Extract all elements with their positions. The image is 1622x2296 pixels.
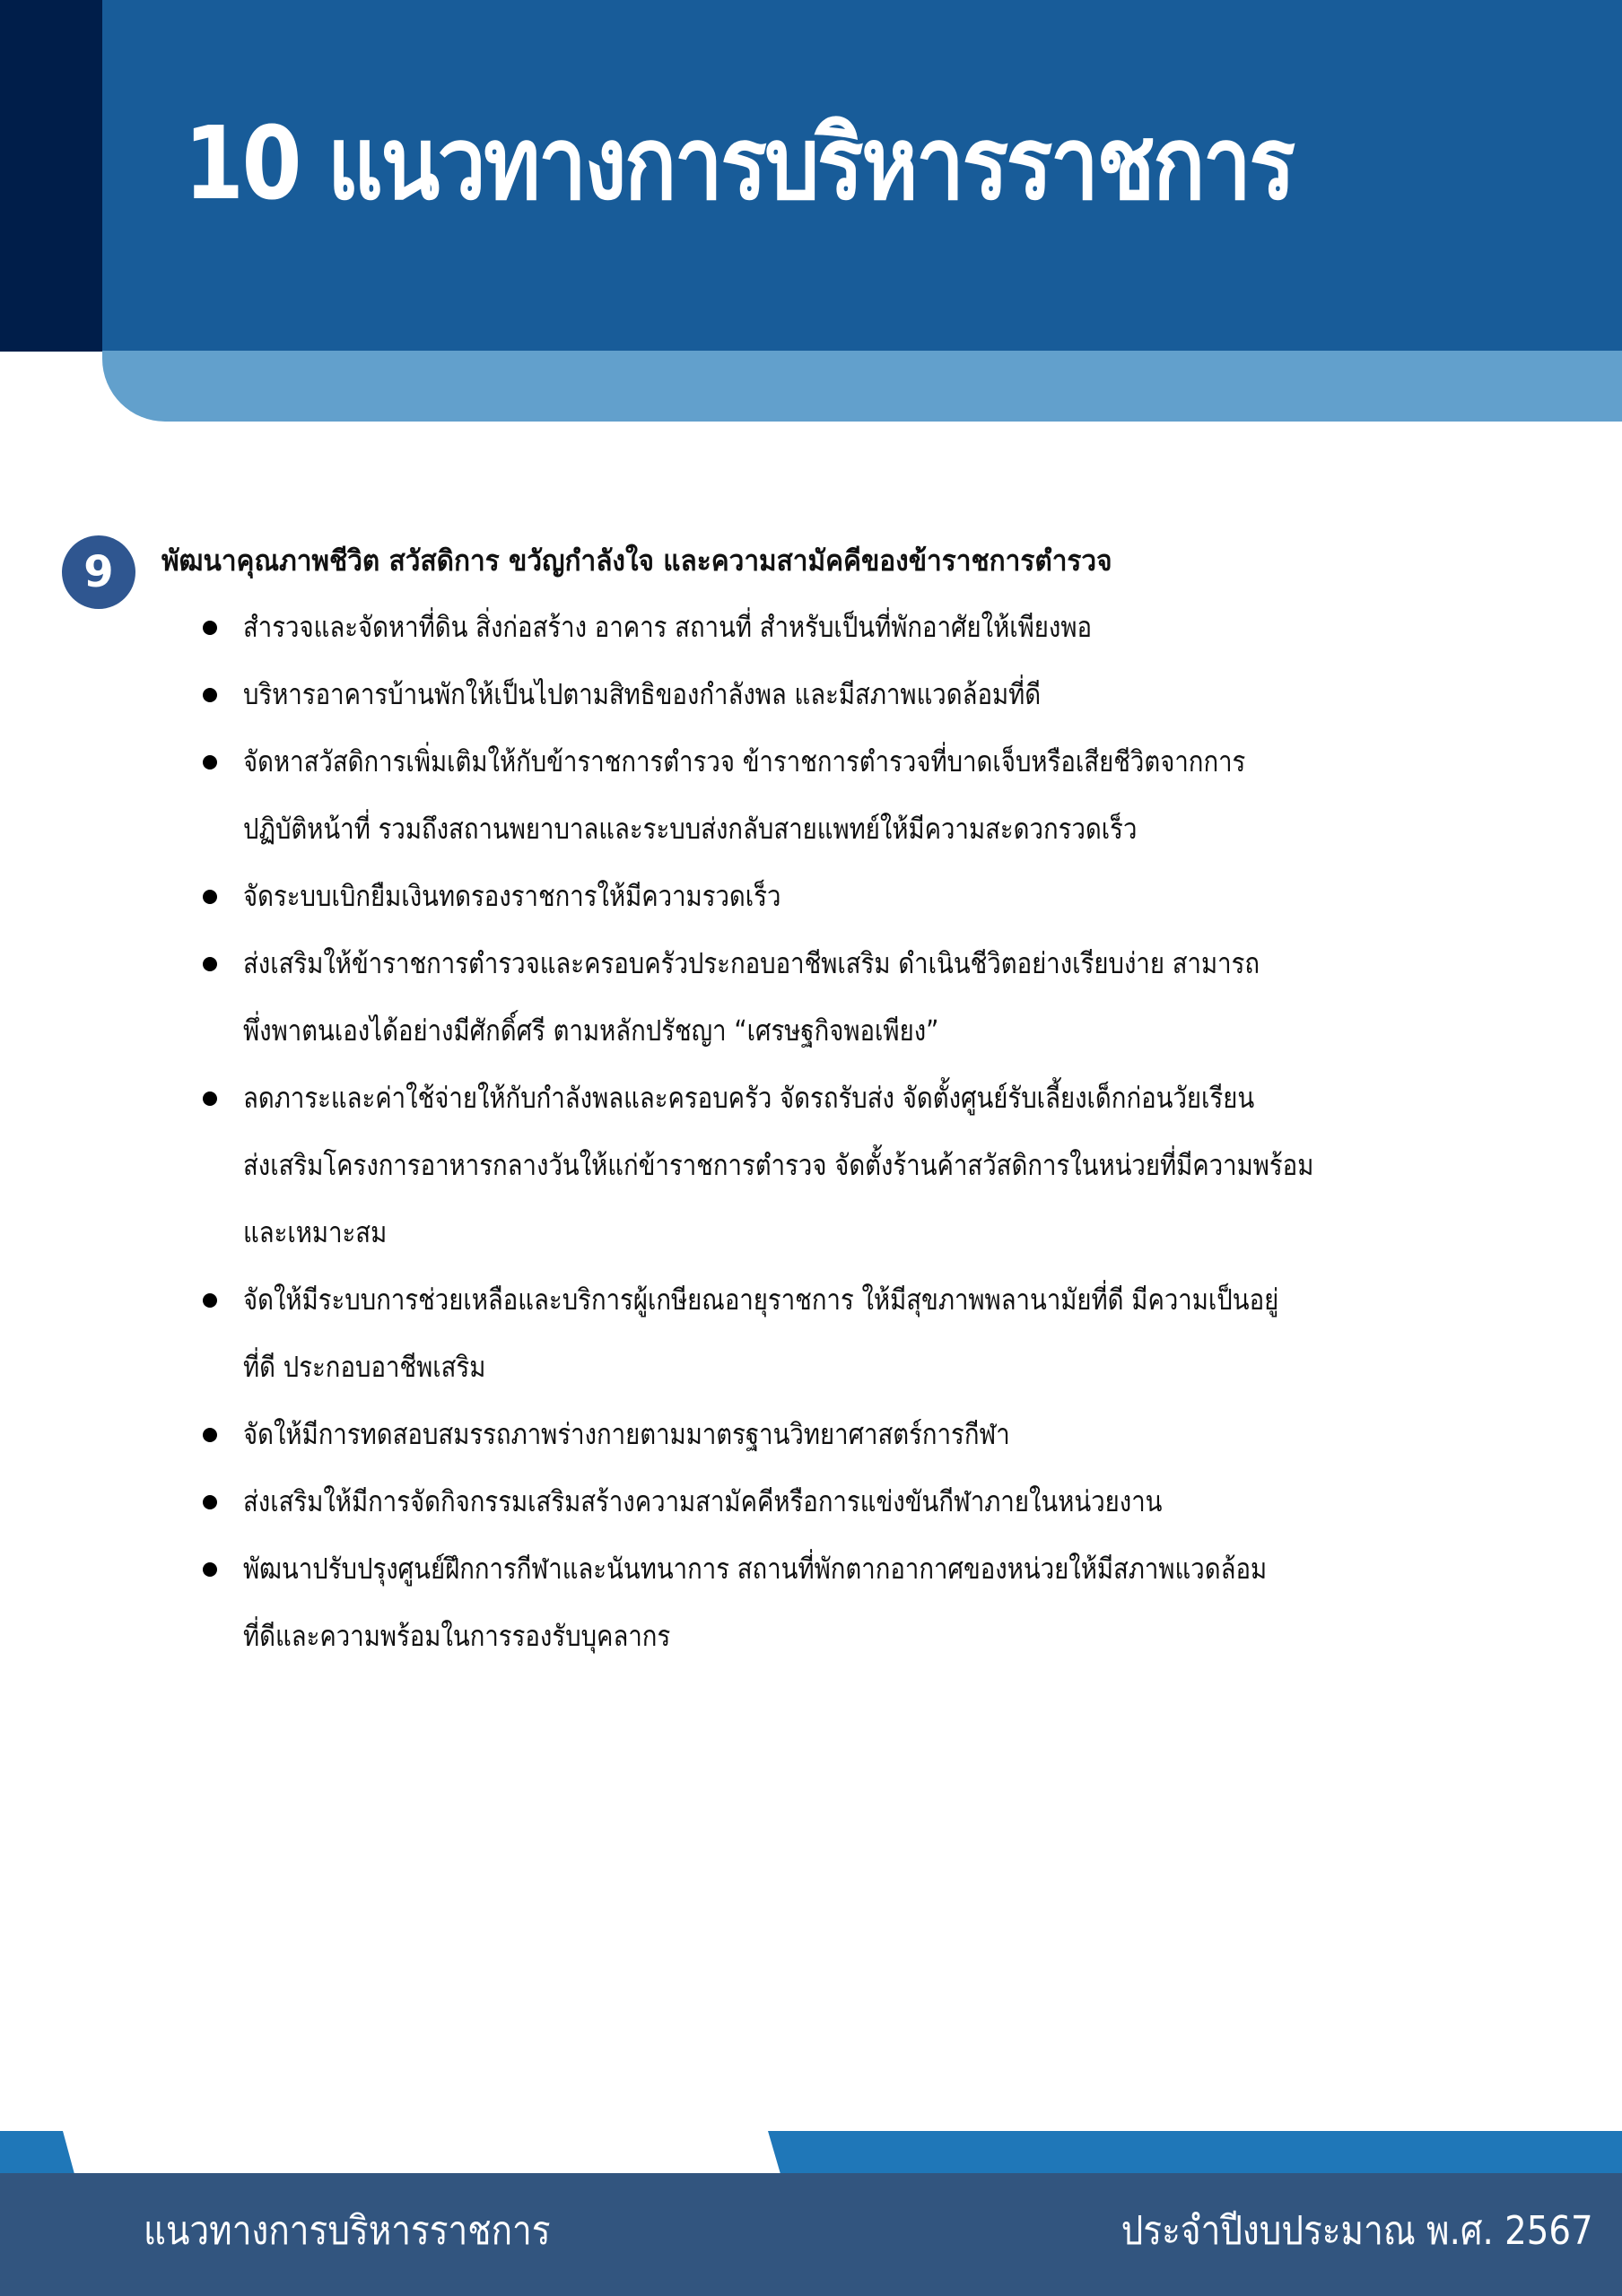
bullet-icon xyxy=(203,1562,217,1577)
list-item-text: สำรวจและจัดหาที่ดิน สิ่งก่อสร้าง อาคาร สถานที่ สำหรับเป็นที่พักอาศัยให้เพียงพอ xyxy=(243,610,1092,644)
list-item xyxy=(0,728,1622,863)
footer-document-title: แนวทางการบริหารราชการ xyxy=(144,2208,551,2254)
list-item-text: จัดให้มีการทดสอบสมรรถภาพร่างกายตามมาตรฐานวิทยาศาสตร์การกีฬา xyxy=(243,1417,1010,1451)
list-item xyxy=(0,863,1622,930)
list-item-text: จัดให้มีระบบการช่วยเหลือและบริการผู้เกษียณอายุราชการ ให้มีสุขภาพพลานามัยที่ดี มีความเป็นอยู่ xyxy=(243,1283,1279,1317)
list-item xyxy=(0,1468,1622,1535)
list-item-text-continued: ที่ดี ประกอบอาชีพเสริม xyxy=(243,1350,486,1384)
bullet-list xyxy=(0,594,1622,1670)
bullet-icon xyxy=(203,621,217,635)
section-heading: พัฒนาคุณภาพชีวิต สวัสดิการ ขวัญกำลังใจ และความสามัคคีของข้าราชการตำรวจ xyxy=(161,544,1112,578)
list-item xyxy=(0,1535,1622,1670)
list-item-text: ลดภาระและค่าใช้จ่ายให้กับกำลังพลและครอบครัว จัดรถรับส่ง จัดตั้งศูนย์รับเลี้ยงเด็กก่อนวัยเรียน xyxy=(243,1081,1255,1115)
bullet-icon xyxy=(203,957,217,971)
header-navy-strip xyxy=(0,0,102,352)
list-item-text-continued: ส่งเสริมโครงการอาหารกลางวันให้แก่ข้าราชการตำรวจ จัดตั้งร้านค้าสวัสดิการในหน่วยที่มีความพร้อม xyxy=(243,1148,1314,1182)
list-item-text-continued: และเหมาะสม xyxy=(243,1215,388,1249)
list-item-text: ส่งเสริมให้มีการจัดกิจกรรมเสริมสร้างความสามัคคีหรือการแข่งขันกีฬาภายในหน่วยงาน xyxy=(243,1484,1163,1518)
list-item-text: ส่งเสริมให้ข้าราชการตำรวจและครอบครัวประกอบอาชีพเสริม ดำเนินชีวิตอย่างเรียบง่าย สามารถ xyxy=(243,946,1260,980)
bullet-icon xyxy=(203,890,217,904)
bullet-icon xyxy=(203,755,217,770)
list-item-text: จัดระบบเบิกยืมเงินทดรองราชการให้มีความรวดเร็ว xyxy=(243,879,781,913)
list-item-text: จัดหาสวัสดิการเพิ่มเติมให้กับข้าราชการตำรวจ ข้าราชการตำรวจที่บาดเจ็บหรือเสียชีวิตจากการ xyxy=(243,744,1246,778)
header-accent-band xyxy=(102,351,1622,422)
list-item-text: บริหารอาคารบ้านพักให้เป็นไปตามสิทธิของกำลังพล และมีสภาพแวดล้อมที่ดี xyxy=(243,677,1042,711)
section-number-badge: 9 xyxy=(62,535,135,609)
bullet-icon xyxy=(203,1428,217,1442)
list-item-text-continued: ที่ดีและความพร้อมในการรองรับบุคลากร xyxy=(243,1619,671,1653)
list-item xyxy=(0,661,1622,728)
list-item xyxy=(0,1065,1622,1266)
list-item-text-continued: พึ่งพาตนเองได้อย่างมีศักดิ์ศรี ตามหลักปรัชญา “เศรษฐกิจพอเพียง” xyxy=(243,1013,939,1048)
list-item xyxy=(0,1266,1622,1401)
page-title: 10 แนวทางการบริหารราชการ xyxy=(184,106,1294,222)
list-item-text-continued: ปฏิบัติหน้าที่ รวมถึงสถานพยาบาลและระบบส่งกลับสายแพทย์ให้มีความสะดวกรวดเร็ว xyxy=(243,812,1138,846)
bullet-icon xyxy=(203,1495,217,1509)
footer-accent-stripe xyxy=(0,2131,1622,2174)
list-item xyxy=(0,1401,1622,1468)
footer-fiscal-year: ประจำปีงบประมาณ พ.ศ. 2567 xyxy=(1121,2208,1593,2254)
list-item xyxy=(0,594,1622,661)
bullet-icon xyxy=(203,1293,217,1308)
list-item xyxy=(0,930,1622,1065)
footer-bar xyxy=(0,2173,1622,2296)
list-item-text: พัฒนาปรับปรุงศูนย์ฝึกการกีฬาและนันทนาการ สถานที่พักตากอากาศของหน่วยให้มีสภาพแวดล้อม xyxy=(243,1552,1268,1586)
bullet-icon xyxy=(203,688,217,702)
bullet-icon xyxy=(203,1091,217,1106)
